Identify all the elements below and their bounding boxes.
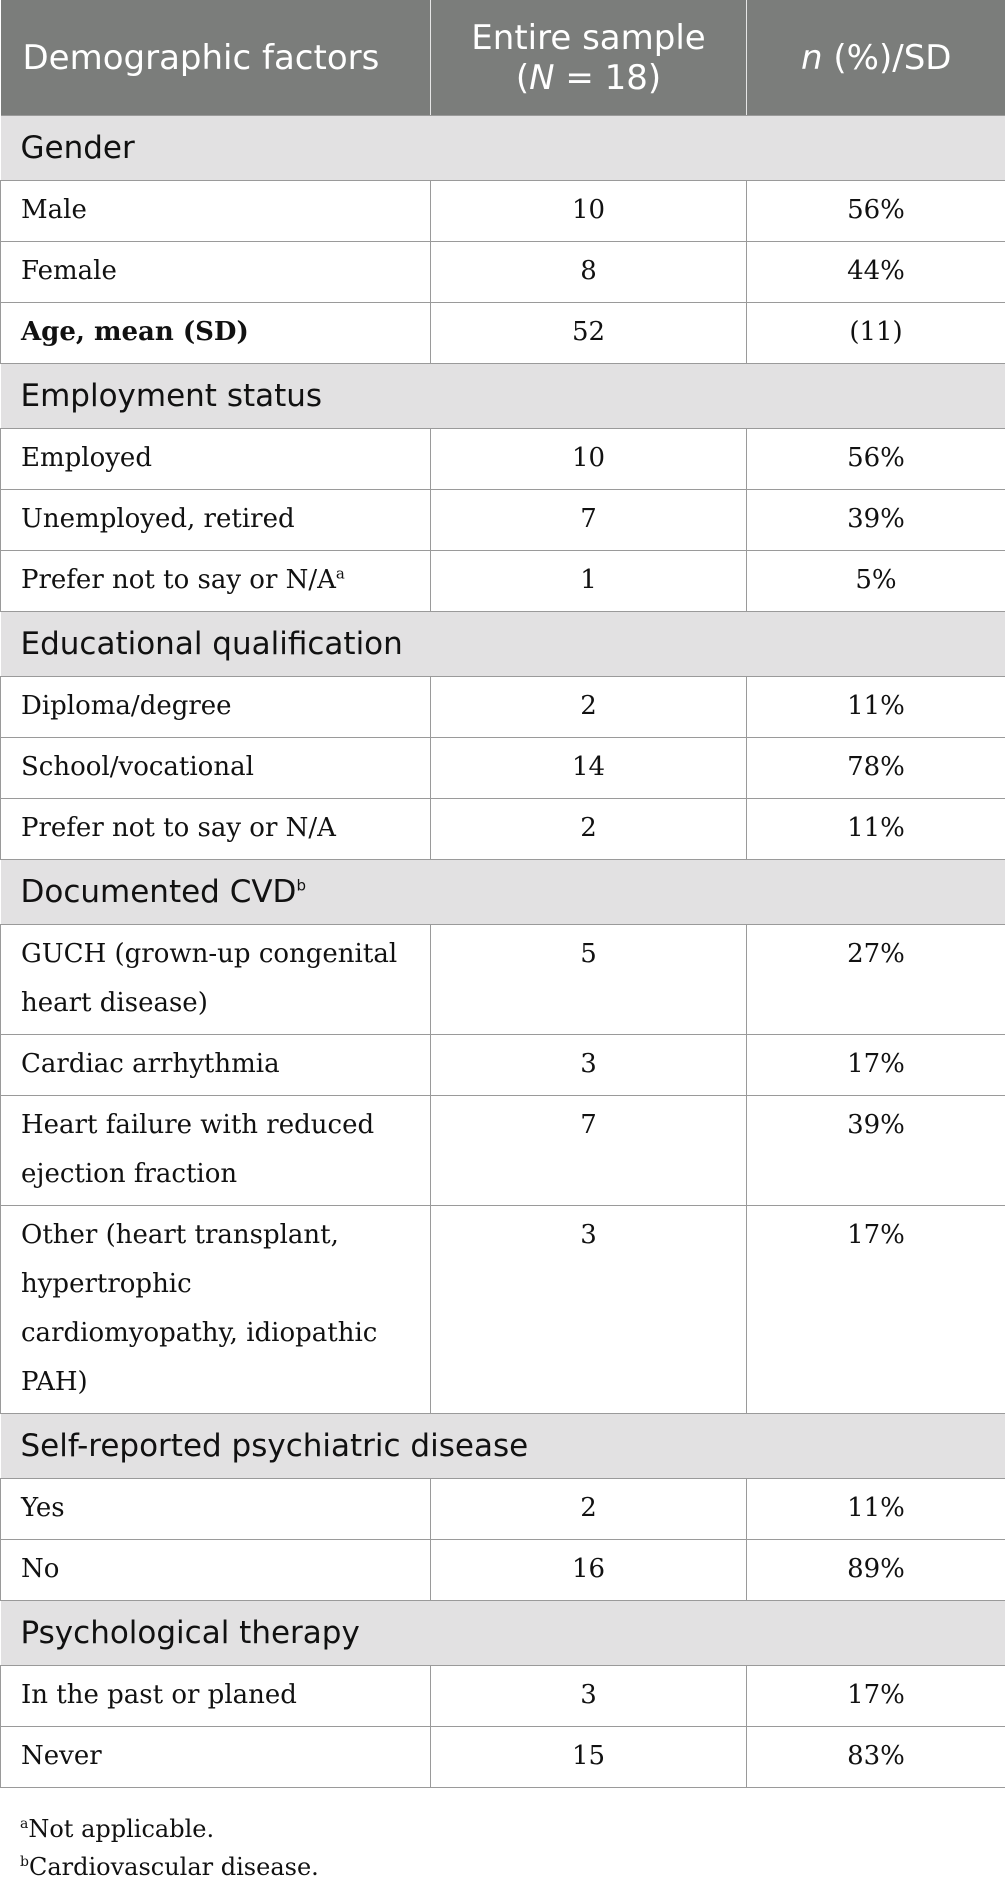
- header-entire-sample-line1: Entire sample: [471, 17, 706, 58]
- table-row: [1, 677, 1005, 738]
- row-label: Yes: [1, 1479, 431, 1540]
- header-entire-sample: [431, 0, 747, 116]
- row-percent: 5%: [747, 551, 1005, 612]
- row-count: 2: [431, 799, 747, 860]
- row-label: Other (heart transplant, hypertrophic cardiomyopathy, idiopathic PAH): [1, 1206, 431, 1414]
- section-cvd-label: Documented CVD: [20, 874, 297, 910]
- row-label: Cardiac arrhythmia: [1, 1035, 431, 1096]
- row-label: School/vocational: [1, 738, 431, 799]
- row-percent: 17%: [747, 1666, 1005, 1727]
- section-row: [1, 1601, 1005, 1666]
- section-row: [1, 860, 1005, 925]
- table-row: [1, 242, 1005, 303]
- row-count: 3: [431, 1206, 747, 1414]
- row-label: Diploma/degree: [1, 677, 431, 738]
- row-percent: 89%: [747, 1540, 1005, 1601]
- row-label: In the past or planed: [1, 1666, 431, 1727]
- section-row: [1, 116, 1005, 181]
- row-label: Age, mean (SD): [1, 303, 431, 364]
- row-count: 2: [431, 677, 747, 738]
- header-n-open: (: [515, 57, 530, 98]
- row-count: 7: [431, 1096, 747, 1206]
- row-percent: 27%: [747, 925, 1005, 1035]
- row-percent: 44%: [747, 242, 1005, 303]
- header-percent-sd: (%)/SD: [822, 37, 952, 78]
- row-label: Male: [1, 181, 431, 242]
- row-percent: 78%: [747, 738, 1005, 799]
- header-n-italic: N: [529, 57, 555, 98]
- row-percent: 11%: [747, 799, 1005, 860]
- table-row: [1, 429, 1005, 490]
- section-employment: Employment status: [1, 364, 1005, 429]
- row-label-with-footnote: [1, 551, 431, 612]
- footnote-b-text: Cardiovascular disease.: [28, 1853, 319, 1881]
- row-percent: 11%: [747, 1479, 1005, 1540]
- footnote-a: [20, 1810, 319, 1848]
- table-row: [1, 799, 1005, 860]
- table-row: [1, 181, 1005, 242]
- row-count: 7: [431, 490, 747, 551]
- table-row: [1, 1035, 1005, 1096]
- row-percent: 39%: [747, 490, 1005, 551]
- row-percent: 56%: [747, 181, 1005, 242]
- header-demographic-factors: Demographic factors: [1, 0, 431, 116]
- table-row: [1, 1096, 1005, 1206]
- row-label: No: [1, 1540, 431, 1601]
- row-count: 5: [431, 925, 747, 1035]
- table-row: [1, 1666, 1005, 1727]
- row-label: Never: [1, 1727, 431, 1788]
- row-count: 16: [431, 1540, 747, 1601]
- row-label: Employed: [1, 429, 431, 490]
- footnote-a-mark: a: [20, 1816, 29, 1832]
- row-label: Prefer not to say or N/A: [21, 565, 336, 595]
- row-percent: 17%: [747, 1035, 1005, 1096]
- footnote-b: [20, 1848, 319, 1886]
- header-n-percent-sd: [747, 0, 1005, 116]
- table-row: [1, 490, 1005, 551]
- row-count: 10: [431, 181, 747, 242]
- row-percent: 17%: [747, 1206, 1005, 1414]
- row-count: 14: [431, 738, 747, 799]
- table-row: [1, 1540, 1005, 1601]
- section-psychiatric: Self-reported psychiatric disease: [1, 1414, 1005, 1479]
- row-percent: 39%: [747, 1096, 1005, 1206]
- row-count: 52: [431, 303, 747, 364]
- section-gender: Gender: [1, 116, 1005, 181]
- table-row: [1, 738, 1005, 799]
- row-count: 8: [431, 242, 747, 303]
- row-label: Female: [1, 242, 431, 303]
- section-row: [1, 1414, 1005, 1479]
- row-count: 1: [431, 551, 747, 612]
- section-therapy: Psychological therapy: [1, 1601, 1005, 1666]
- row-label: Heart failure with reduced ejection fraction: [1, 1096, 431, 1206]
- table-footnotes: [20, 1810, 319, 1886]
- row-count: 15: [431, 1727, 747, 1788]
- row-label: Prefer not to say or N/A: [1, 799, 431, 860]
- header-n-small-italic: n: [801, 37, 823, 78]
- table-row: [1, 1727, 1005, 1788]
- table-row: [1, 1206, 1005, 1414]
- table-row: [1, 1479, 1005, 1540]
- table-row: [1, 551, 1005, 612]
- row-count: 3: [431, 1666, 747, 1727]
- section-cvd: [1, 860, 1005, 925]
- row-count: 10: [431, 429, 747, 490]
- table-row: [1, 303, 1005, 364]
- footnote-b-mark: b: [20, 1854, 29, 1870]
- section-row: [1, 612, 1005, 677]
- row-percent: 83%: [747, 1727, 1005, 1788]
- row-label: Unemployed, retired: [1, 490, 431, 551]
- row-count: 3: [431, 1035, 747, 1096]
- row-percent: 56%: [747, 429, 1005, 490]
- table-row: [1, 925, 1005, 1035]
- section-education: Educational qualification: [1, 612, 1005, 677]
- footnote-a-text: Not applicable.: [28, 1815, 215, 1843]
- row-percent: (11): [747, 303, 1005, 364]
- section-row: [1, 364, 1005, 429]
- row-label: GUCH (grown-up congenital heart disease): [1, 925, 431, 1035]
- footnote-mark-b: b: [296, 876, 306, 895]
- row-percent: 11%: [747, 677, 1005, 738]
- footnote-mark-a: a: [335, 564, 345, 583]
- table-header-row: [1, 0, 1005, 116]
- row-count: 2: [431, 1479, 747, 1540]
- header-n-rest: = 18): [554, 57, 662, 98]
